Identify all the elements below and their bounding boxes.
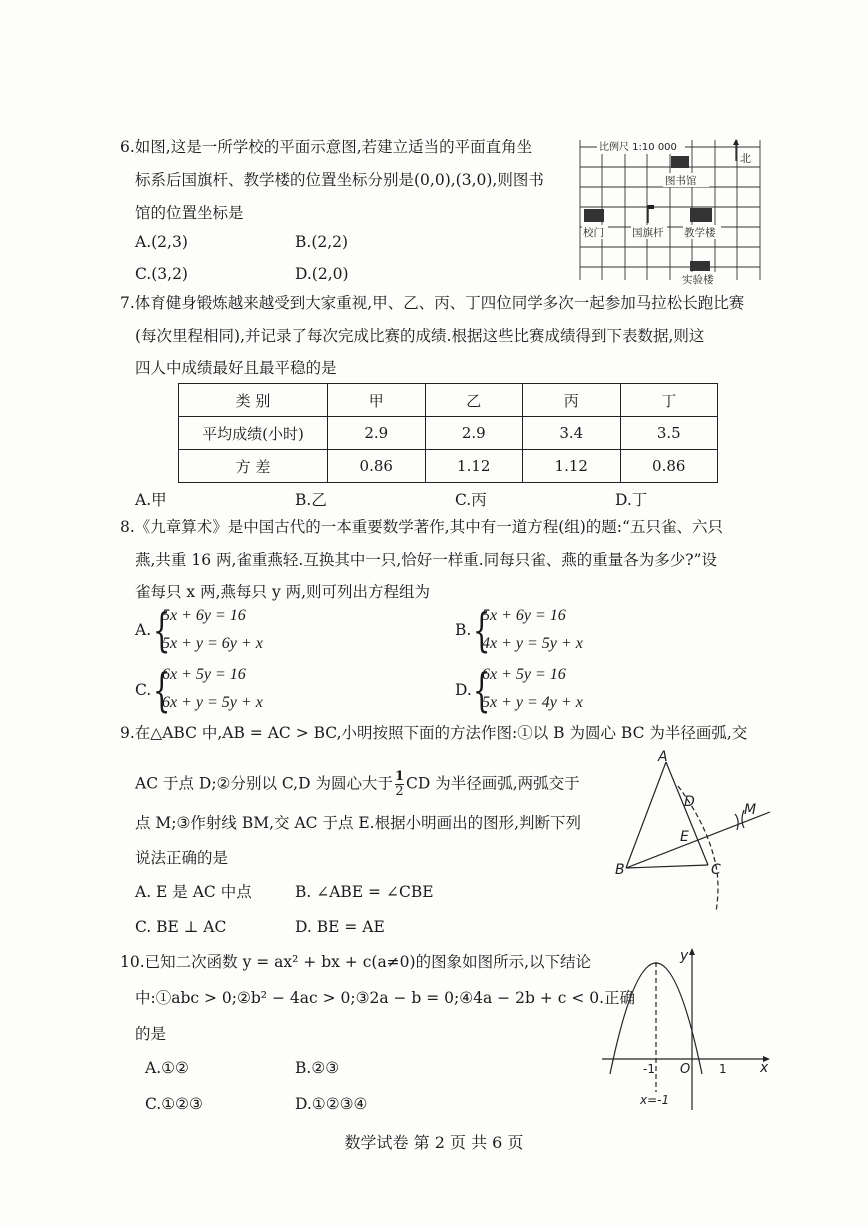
lab-icon [690, 261, 710, 271]
q10-option-d[interactable]: D.①②③④ [295, 1095, 368, 1113]
q8-line1: 8.《九章算术》是中国古代的一本重要数学著作,其中有一道方程(组)的题:“五只雀、六只 [120, 518, 723, 536]
table-row [179, 417, 718, 450]
table-header: 甲 [328, 384, 426, 417]
equation: 6x + y = 5y + x [162, 694, 263, 711]
q10-line1: 10.已知二次函数 y = ax² + bx + c(a≠0)的图象如图所示,以下结论 [120, 953, 592, 971]
map-flagpole: 国旗杆 [632, 227, 664, 239]
table-cell: 2.9 [425, 417, 523, 450]
table-cell: 平均成绩(小时) [179, 417, 328, 450]
option-label: A. [135, 621, 152, 639]
equation: 6x + 5y = 16 [482, 666, 566, 683]
library-icon [671, 156, 689, 168]
q9-option-a[interactable]: A. E 是 AC 中点 [135, 883, 252, 901]
point-c-label: C [711, 862, 721, 878]
fraction-half: $\frac{1}{2}$ [394, 769, 405, 799]
equation: 5x + y = 4y + x [482, 694, 583, 711]
map-gate: 校门 [583, 227, 604, 239]
q6-school-map [575, 135, 770, 287]
brace-icon: { [152, 663, 171, 717]
table-header: 丙 [523, 384, 621, 417]
table-header: 类 别 [179, 384, 328, 417]
equation: 5x + y = 6y + x [162, 635, 263, 652]
q10-option-c[interactable]: C.①②③ [145, 1095, 203, 1113]
q7-score-table [178, 383, 718, 483]
q7-option-d[interactable]: D.丁 [615, 491, 648, 509]
origin-label: O [680, 1062, 691, 1077]
table-cell: 1.12 [425, 450, 523, 483]
brace-icon: { [472, 603, 491, 657]
q10-parabola-figure [600, 942, 776, 1114]
table-cell: 1.12 [523, 450, 621, 483]
q9-option-c[interactable]: C. BE ⊥ AC [135, 918, 227, 936]
brace-icon: { [152, 603, 171, 657]
tick-neg1-label: -1 [643, 1062, 655, 1076]
q9-option-d[interactable]: D. BE = AE [295, 918, 385, 936]
q7-line3: 四人中成绩最好且最平稳的是 [135, 359, 337, 377]
q9-line4: 说法正确的是 [135, 849, 229, 867]
table-header: 乙 [425, 384, 523, 417]
map-grid [580, 140, 760, 280]
table-row [179, 450, 718, 483]
point-e-label: E [680, 829, 689, 845]
table-header: 丁 [620, 384, 718, 417]
q8-line3: 雀每只 x 两,燕每只 y 两,则可列出方程组为 [135, 583, 431, 601]
table-cell: 方 差 [179, 450, 328, 483]
q6-option-b[interactable]: B.(2,2) [295, 233, 349, 251]
q10-line2: 中:①abc > 0;②b² − 4ac > 0;③2a − b = 0;④4a − 2b + c < 0.正确 [135, 989, 636, 1007]
q9-triangle-figure [612, 748, 778, 918]
point-m-label: M [744, 802, 757, 818]
teaching-building-icon [690, 208, 712, 222]
q7-option-b[interactable]: B.乙 [295, 491, 327, 509]
tick-1-label: 1 [719, 1062, 727, 1076]
map-scale: 比例尺 1:10 000 [599, 142, 677, 153]
point-a-label: A [658, 749, 668, 765]
point-d-label: D [684, 794, 695, 810]
map-library: 图书馆 [665, 175, 697, 187]
q9-option-b[interactable]: B. ∠ABE = ∠CBE [295, 883, 434, 901]
brace-icon: { [472, 663, 491, 717]
page-footer: 数学试卷 第 2 页 共 6 页 [344, 1133, 524, 1152]
table-cell: 0.86 [328, 450, 426, 483]
q6-line3: 馆的位置坐标是 [135, 204, 244, 222]
option-label: D. [455, 681, 472, 699]
q9-line1: 9.在△ABC 中,AB = AC > BC,小明按照下面的方法作图:①以 B 为圆心 BC 为半径画弧,交 [120, 724, 748, 742]
q9-line2a: AC 于点 D;②分别以 C,D 为圆心大于 [135, 774, 393, 793]
point-b-label: B [615, 862, 625, 878]
map-lab: 实验楼 [682, 274, 714, 286]
q10-option-a[interactable]: A.①② [145, 1059, 189, 1077]
equation: 4x + y = 5y + x [482, 635, 583, 652]
segment-bc [626, 865, 708, 868]
q10-line3: 的是 [135, 1025, 167, 1043]
q7-line1: 7.体育健身锻炼越来越受到大家重视,甲、乙、丙、丁四位同学多次一起参加马拉松长跑比赛 [120, 294, 745, 312]
segment-ab [626, 762, 666, 868]
equation: 5x + 6y = 16 [482, 607, 566, 624]
q9-line3: 点 M;③作射线 BM,交 AC 于点 E.根据小明画出的图形,判断下列 [135, 814, 582, 832]
q9-line2 [135, 770, 580, 799]
q6-line1: 6.如图,这是一所学校的平面示意图,若建立适当的平面直角坐 [120, 138, 533, 156]
q6-option-c[interactable]: C.(3,2) [135, 265, 188, 283]
q6-option-a[interactable]: A.(2,3) [135, 233, 188, 251]
table-cell: 3.4 [523, 417, 621, 450]
equation: 6x + 5y = 16 [162, 666, 246, 683]
gate-icon [584, 209, 604, 222]
q7-option-a[interactable]: A.甲 [135, 491, 167, 509]
table-cell: 0.86 [620, 450, 718, 483]
table-cell: 2.9 [328, 417, 426, 450]
ray-bm [626, 812, 770, 868]
symmetry-axis-label: x=-1 [640, 1093, 670, 1107]
q10-option-b[interactable]: B.②③ [295, 1059, 340, 1077]
arc-mark [735, 814, 738, 830]
map-teaching: 教学楼 [684, 227, 716, 239]
q6-line2: 标系后国旗杆、教学楼的位置坐标分别是(0,0),(3,0),则图书 [135, 171, 544, 189]
q6-option-d[interactable]: D.(2,0) [295, 265, 349, 283]
y-axis-arrow-icon [689, 948, 695, 955]
table-cell: 3.5 [620, 417, 718, 450]
q9-line2b: CD 为半径画弧,两弧交于 [406, 774, 580, 793]
y-axis-label: y [680, 948, 689, 964]
map-north: 北 [740, 152, 751, 165]
x-axis-label: x [760, 1060, 769, 1076]
table-header-row [179, 384, 718, 417]
q7-line2: (每次里程相同),并记录了每次完成比赛的成绩.根据这些比赛成绩得到下表数据,则这 [135, 327, 705, 345]
option-label: C. [135, 681, 152, 699]
q7-option-c[interactable]: C.丙 [455, 491, 487, 509]
equation: 5x + 6y = 16 [162, 607, 246, 624]
option-label: B. [455, 621, 472, 639]
q8-line2: 燕,共重 16 两,雀重燕轻.互换其中一只,恰好一样重.同每只雀、燕的重量各为多少?”设 [135, 551, 717, 569]
